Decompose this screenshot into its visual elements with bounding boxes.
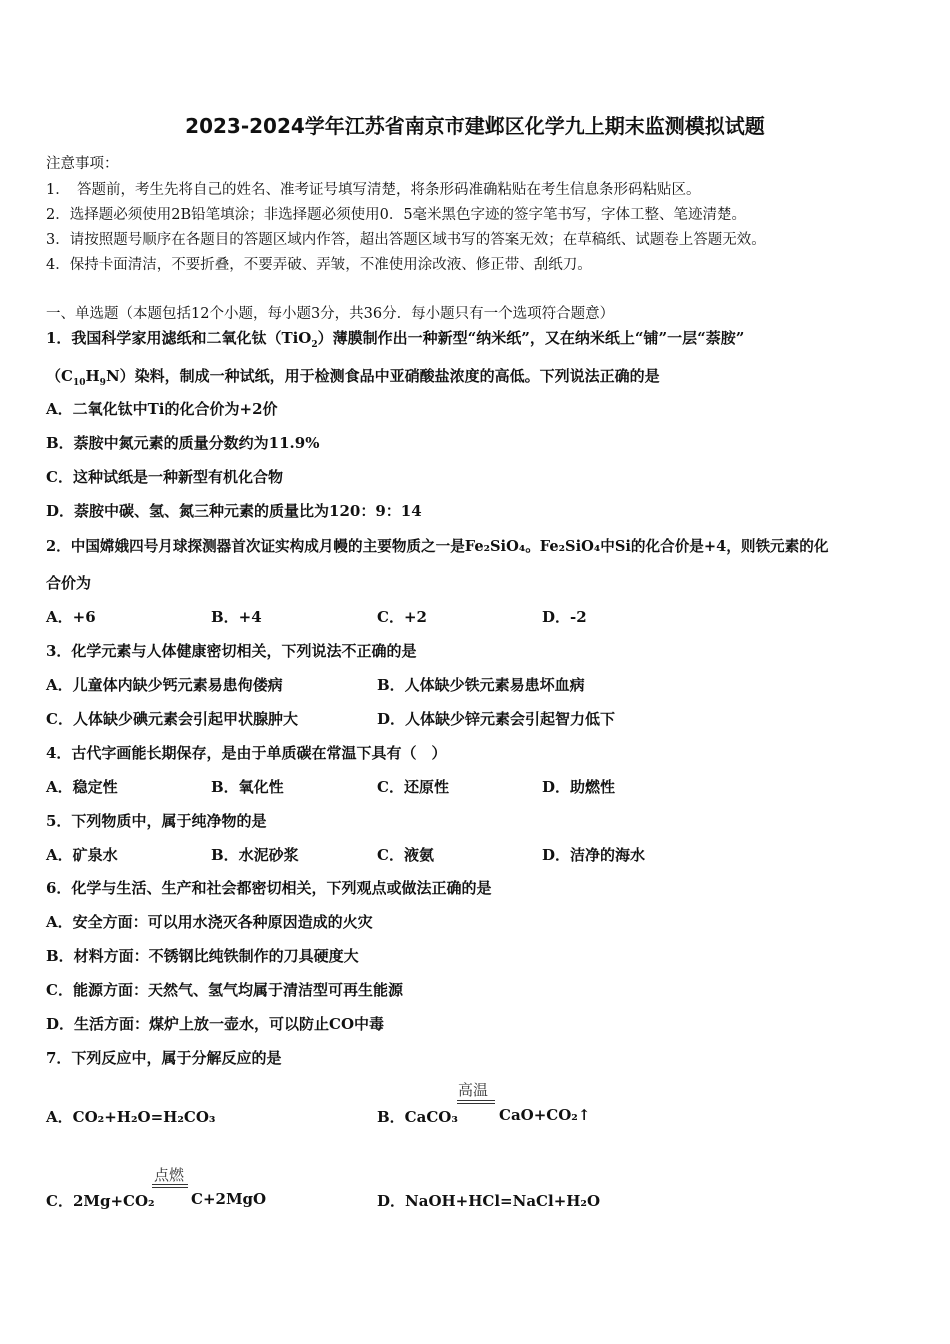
q5-option-a: A．矿泉水	[46, 846, 118, 864]
q1-option-c: C．这种试纸是一种新型有机化合物	[46, 468, 283, 486]
q6-option-b: B．材料方面：不锈钢比纯铁制作的刀具硬度大	[46, 947, 359, 965]
q1-stem-line2: $(C_{10}H_9N)$染料，制成一种试纸，用于检测食品中亚硝酸盐浓度的高低。下列说法正确的是	[46, 367, 660, 388]
q7-option-c-left: C．2Mg+CO₂	[46, 1192, 155, 1210]
q7-option-b-arrow	[457, 1100, 495, 1104]
section-heading: 一、单选题（本题包括12个小题，每小题3分，共36分．每小题只有一个选项符合题意）	[46, 306, 615, 322]
notice-item-4: 4．保持卡面清洁，不要折叠，不要弄破、弄皱，不准使用涂改液、修正带、刮纸刀。	[46, 257, 592, 273]
q1-stem-line1: 1．我国科学家用滤纸和二氧化钛（TiO$_2$）薄膜制作出一种新型“纳米纸”，又在纳米纸上“铺”一层“萘胺”	[46, 329, 745, 350]
q2-option-a: A．+6	[46, 608, 96, 626]
q7-option-a: A．CO₂+H₂O=H₂CO₃	[46, 1108, 216, 1126]
q6-stem: 6．化学与生活、生产和社会都密切相关，下列观点或做法正确的是	[46, 879, 492, 897]
q3-option-d: D．人体缺少锌元素会引起智力低下	[377, 710, 616, 728]
q3-option-a: A．儿童体内缺少钙元素易患佝偻病	[46, 676, 283, 694]
notice-item-1: 1． 答题前，考生先将自己的姓名、准考证号填写清楚，将条形码准确粘贴在考生信息条形码粘贴区。	[46, 182, 701, 198]
q4-option-c: C．还原性	[377, 778, 449, 796]
notice-item-3: 3．请按照题号顺序在各题目的答题区域内作答，超出答题区域书写的答案无效；在草稿纸、试题卷上答题无效。	[46, 232, 766, 248]
q7-option-c-arrow	[152, 1184, 188, 1188]
q5-option-d: D．洁净的海水	[542, 846, 646, 864]
q7-option-c-right: C+2MgO	[191, 1190, 267, 1208]
q2-option-b: B．+4	[211, 608, 262, 626]
q2-option-c: C．+2	[377, 608, 427, 626]
q4-option-b: B．氧化性	[211, 778, 284, 796]
q4-option-a: A．稳定性	[46, 778, 118, 796]
q7-option-c-condition: 点燃	[154, 1166, 185, 1184]
q7-option-d: D．NaOH+HCl=NaCl+H₂O	[377, 1192, 601, 1210]
q2-option-d: D．-2	[542, 608, 587, 626]
q2-stem-line2: 合价为	[46, 574, 92, 592]
q1-option-b: B．萘胺中氮元素的质量分数约为11.9%	[46, 434, 320, 452]
q6-option-d: D．生活方面：煤炉上放一壶水，可以防止CO中毒	[46, 1015, 385, 1033]
notice-item-2: 2．选择题必须使用2B铅笔填涂；非选择题必须使用0．5毫米黑色字迹的签字笔书写，字体工整、笔迹清楚。	[46, 207, 747, 223]
q5-stem: 5．下列物质中，属于纯净物的是	[46, 812, 267, 830]
q2-stem-line1: 2．中国嫦娥四号月球探测器首次证实构成月幔的主要物质之一是Fe₂SiO₄。Fe₂SiO₄中Si的化合价是+4，则铁元素的化	[46, 538, 829, 555]
q7-option-b-left: B．CaCO₃	[377, 1108, 458, 1126]
page-title: 2023-2024学年江苏省南京市建邺区化学九上期末监测模拟试题	[185, 114, 765, 138]
q6-option-c: C．能源方面：天然气、氢气均属于清洁型可再生能源	[46, 981, 403, 999]
q4-stem: 4．古代字画能长期保存，是由于单质碳在常温下具有（ ）	[46, 744, 447, 762]
q1-option-a: A．二氧化钛中Ti的化合价为+2价	[46, 400, 278, 418]
q4-option-d: D．助燃性	[542, 778, 616, 796]
q3-stem: 3．化学元素与人体健康密切相关，下列说法不正确的是	[46, 642, 417, 660]
q7-stem: 7．下列反应中，属于分解反应的是	[46, 1049, 282, 1067]
q7-option-b-right: CaO+CO₂↑	[499, 1106, 591, 1124]
q7-option-b-condition: 高温	[458, 1081, 489, 1099]
q6-option-a: A．安全方面：可以用水浇灭各种原因造成的火灾	[46, 913, 373, 931]
q3-option-c: C．人体缺少碘元素会引起甲状腺肿大	[46, 710, 298, 728]
q3-option-b: B．人体缺少铁元素易患坏血病	[377, 676, 585, 694]
q5-option-c: C．液氨	[377, 846, 434, 864]
q5-option-b: B．水泥砂浆	[211, 846, 299, 864]
notice-heading: 注意事项：	[46, 156, 119, 172]
q1-option-d: D．萘胺中碳、氢、氮三种元素的质量比为120：9：14	[46, 502, 422, 520]
